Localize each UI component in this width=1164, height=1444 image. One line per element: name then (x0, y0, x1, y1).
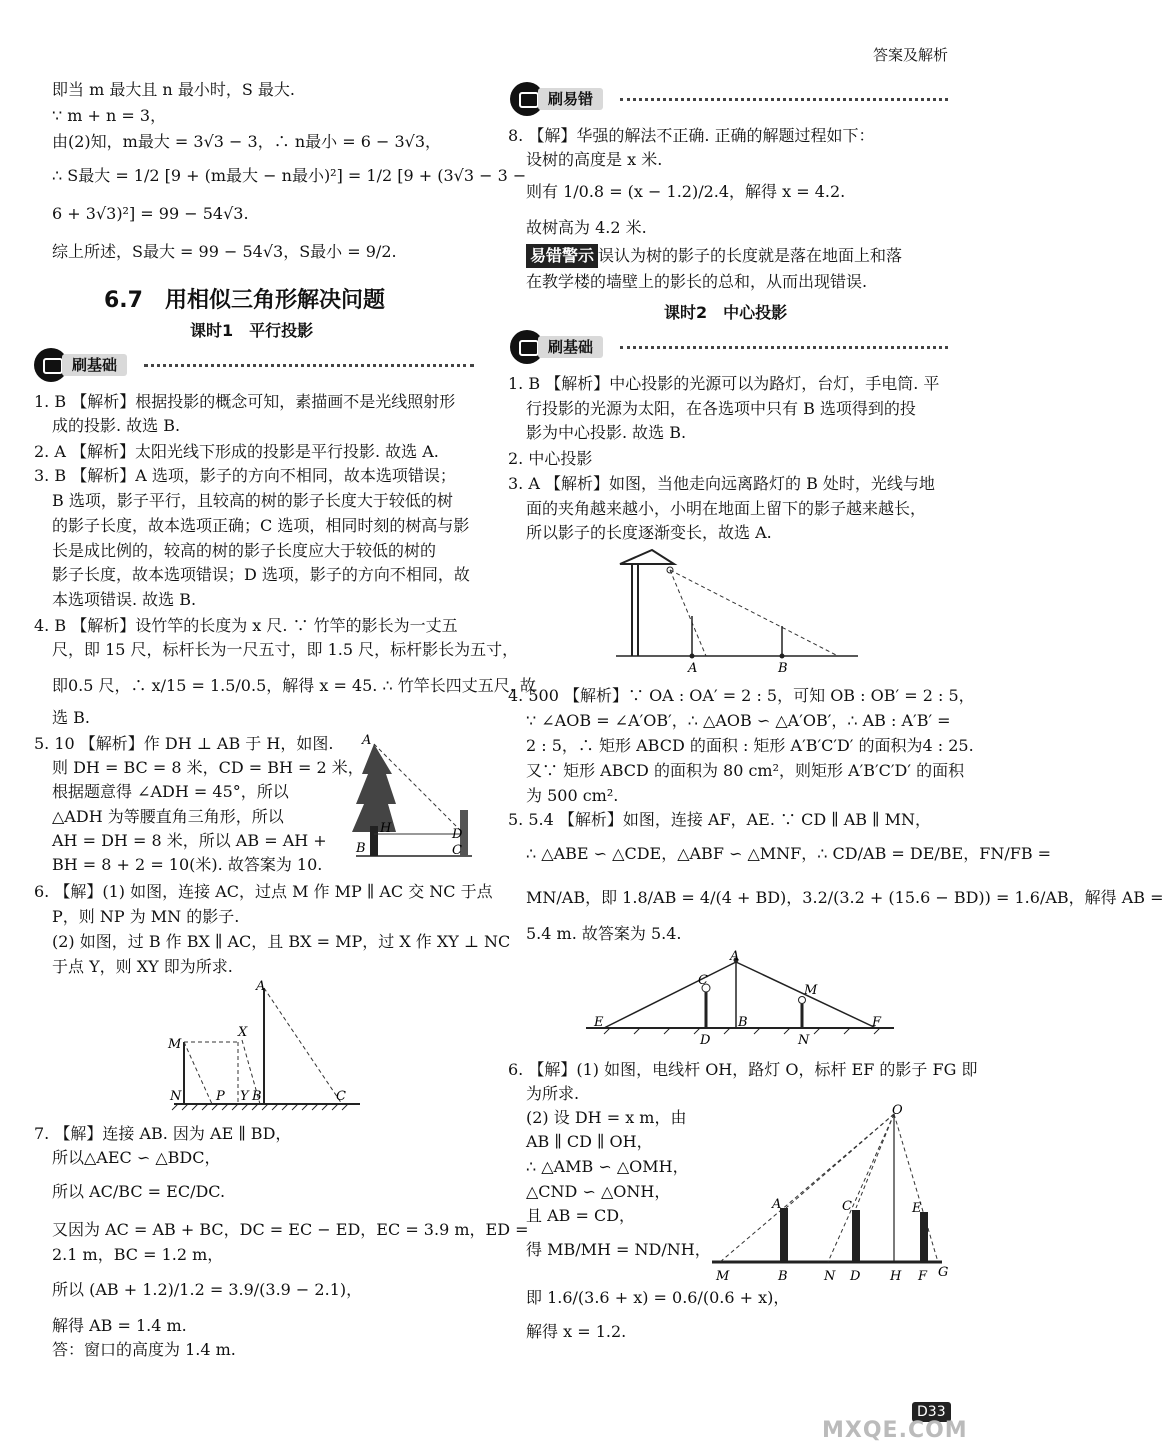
answer-line: 5.4 m. 故答案为 5.4. (526, 924, 682, 943)
poles-label-o: O (892, 1103, 903, 1118)
parallel-label-m: M (168, 1037, 182, 1052)
people-label-a: A (730, 949, 740, 964)
answer-line: 5. 10 【解析】作 DH ⊥ AB 于 H，如图. (34, 734, 334, 753)
answer-line: 故树高为 4.2 米. (526, 218, 647, 237)
answer-line: 4. 500 【解析】∵ OA : OA′ = 2 : 5，可知 OB : OB′ = 2 : 5， (508, 686, 975, 705)
warning-text: 误认为树的影子的长度就是落在地面上和落 (598, 246, 903, 265)
lamp-label-b: B (778, 661, 788, 676)
answer-line: 2.1 m，BC = 1.2 m， (52, 1245, 224, 1264)
section-label: 刷基础 (62, 354, 127, 376)
answer-line: 即 1.6/(3.6 + x) = 0.6/(0.6 + x)， (526, 1288, 790, 1307)
lesson-title: 课时1 平行投影 (190, 321, 314, 340)
answer-line: 1. B 【解析】根据投影的概念可知，素描画不是光线照射形 (34, 392, 456, 411)
lamp-label-a: A (688, 661, 698, 676)
poles-label-n: N (824, 1269, 836, 1284)
answer-line: 选 B. (52, 708, 90, 727)
answer-line: MN/AB，即 1.8/AB = 4/(4 + BD)，3.2/(3.2 + (15.6 − BD)) = 1.6/AB，解得 AB = (526, 888, 1164, 907)
answer-line: ∴ △AMB ∽ △OMH， (526, 1157, 689, 1176)
answer-line: (2) 设 DH = x m，由 (526, 1108, 687, 1127)
people-label-f: F (872, 1015, 882, 1030)
parallel-label-b: B (252, 1089, 262, 1104)
text-line: 6 + 3√3)²] = 99 − 54√3. (52, 204, 249, 223)
answer-line: B 选项，影子平行，且较高的树的影子长度大于较低的树 (52, 491, 453, 510)
people-label-c: C (698, 973, 708, 988)
answer-line: 2. 中心投影 (508, 449, 593, 468)
tree-label-a: A (362, 733, 372, 748)
warning-line (526, 244, 902, 268)
poles-label-g: G (938, 1265, 949, 1280)
lamp-people-figure (580, 950, 900, 1050)
people-label-e: E (594, 1015, 604, 1030)
parallel-label-y: Y (240, 1089, 249, 1104)
people-label-m: M (804, 983, 818, 998)
dotted-divider (144, 364, 474, 367)
tree-label-d: D (452, 827, 463, 842)
answer-line: 设树的高度是 x 米. (526, 150, 663, 169)
section-title: 6.7 用相似三角形解决问题 (104, 288, 385, 313)
answer-line: (2) 如图，过 B 作 BX ∥ AC，且 BX = MP，过 X 作 XY ⊥ NC (52, 932, 511, 951)
poles-label-h: H (890, 1269, 902, 1284)
answer-line: ∴ △ABE ∽ △CDE，△ABF ∽ △MNF，∴ CD/AB = DE/BE，FN/FB = (526, 844, 1052, 863)
answer-line: AH = DH = 8 米，所以 AB = AH + (52, 831, 327, 850)
answer-line: 又因为 AC = AB + BC，DC = EC − ED，EC = 3.9 m，ED = (52, 1220, 529, 1239)
answer-line: 4. B 【解析】设竹竿的长度为 x 尺. ∵ 竹竿的影长为一丈五 (34, 616, 458, 635)
answer-line: 所以 AC/BC = EC/DC. (52, 1182, 226, 1201)
warning-line: 在教学楼的墙壁上的影长的总和，从而出现错误. (526, 272, 868, 291)
tree-label-c: C (452, 843, 462, 858)
tree-figure (348, 734, 476, 864)
warning-badge: 易错警示 (526, 244, 598, 268)
answer-line: 为 500 cm². (526, 786, 619, 805)
parallel-label-p: P (216, 1089, 225, 1104)
answer-line: 则 DH = BC = 8 米，CD = BH = 2 米， (52, 758, 364, 777)
answer-line: 所以△AEC ∽ △BDC， (52, 1148, 221, 1167)
answer-line: 本选项错误. 故选 B. (52, 590, 197, 609)
poles-label-a: A (772, 1197, 782, 1212)
poles-label-m: M (716, 1269, 730, 1284)
answer-line: 解得 x = 1.2. (526, 1322, 627, 1341)
poles-label-c: C (842, 1199, 852, 1214)
answer-line: 于点 Y，则 XY 即为所求. (52, 957, 233, 976)
answer-line: 3. A 【解析】如图，当他走向远离路灯的 B 处时，光线与地 (508, 474, 935, 493)
answer-line: 行投影的光源为太阳，在各选项中只有 B 选项得到的投 (526, 399, 916, 418)
answer-line: P，则 NP 为 MN 的影子. (52, 907, 240, 926)
parallel-label-a: A (256, 979, 266, 994)
section-bar (510, 82, 948, 116)
tree-label-b: B (356, 841, 366, 856)
text-line: 由(2)知，m最大 = 3√3 − 3，∴ n最小 = 6 − 3√3， (52, 132, 442, 151)
answer-line: 6. 【解】(1) 如图，电线杆 OH，路灯 O，标杆 EF 的影子 FG 即 (508, 1060, 978, 1079)
answer-line: 影子长度，故本选项错误；D 选项，影子的方向不相同，故 (52, 565, 470, 584)
answer-line: 得 MB/MH = ND/NH， (526, 1240, 711, 1259)
answer-line: 1. B 【解析】中心投影的光源可以为路灯，台灯，手电筒. 平 (508, 374, 940, 393)
parallel-label-x: X (238, 1025, 248, 1040)
text-line: 综上所述，S最大 = 99 − 54√3，S最小 = 9/2. (52, 242, 397, 261)
lesson-title: 课时2 中心投影 (664, 303, 788, 322)
answer-line: 为所求. (526, 1084, 580, 1103)
text-line: 即当 m 最大且 n 最小时，S 最大. (52, 80, 295, 99)
answer-line: 成的投影. 故选 B. (52, 416, 181, 435)
section-bar (34, 348, 474, 382)
answer-line: 3. B 【解析】A 选项，影子的方向不相同，故本选项错误； (34, 466, 456, 485)
tree-label-h: H (380, 821, 392, 836)
page-header: 答案及解析 (872, 46, 948, 64)
poles-lamp-figure (706, 1104, 950, 1284)
answer-line: 尺，即 15 尺，标杆长为一尺五寸，即 1.5 尺，标杆影长为五寸， (52, 640, 519, 659)
answer-line: BH = 8 + 2 = 10(米). 故答案为 10. (52, 855, 323, 874)
answer-line: 且 AB = CD， (526, 1206, 636, 1225)
answer-line: 2. A 【解析】太阳光线下形成的投影是平行投影. 故选 A. (34, 442, 439, 461)
watermark: MXQE.COM (822, 1418, 968, 1443)
dotted-divider (620, 98, 948, 101)
parallel-label-c: C (336, 1089, 346, 1104)
answer-line: 长是成比例的，较高的树的影子长度应大于较低的树的 (52, 541, 437, 560)
section-bar (510, 330, 948, 364)
parallel-label-n: N (170, 1089, 182, 1104)
poles-label-e: E (912, 1201, 922, 1216)
answer-line: 8. 【解】华强的解法不正确. 正确的解题过程如下： (508, 126, 875, 145)
answer-line: 答：窗口的高度为 1.4 m. (52, 1340, 236, 1359)
people-label-n: N (798, 1033, 810, 1048)
street-lamp-figure (612, 544, 862, 676)
answer-line: △CND ∽ △ONH， (526, 1182, 671, 1201)
dotted-divider (620, 346, 948, 349)
section-label: 刷基础 (538, 336, 603, 358)
answer-line: 根据题意得 ∠ADH = 45°，所以 (52, 782, 289, 801)
poles-label-b: B (778, 1269, 788, 1284)
people-label-d: D (700, 1033, 711, 1048)
answer-line: 7. 【解】连接 AB. 因为 AE ∥ BD， (34, 1124, 292, 1143)
answer-line: 所以影子的长度逐渐变长，故选 A. (526, 523, 772, 542)
answer-line: 面的夹角越来越小，小明在地面上留下的影子越来越长， (526, 499, 927, 518)
answer-line: ∵ ∠AOB = ∠A′OB′，∴ △AOB ∽ △A′OB′，∴ AB : A′B′ = (526, 711, 951, 730)
parallel-projection-figure (160, 980, 370, 1112)
answer-line: 的影子长度，故本选项正确；C 选项，相同时刻的树高与影 (52, 516, 470, 535)
answer-line: 又∵ 矩形 ABCD 的面积为 80 cm²，则矩形 A′B′C′D′ 的面积 (526, 761, 965, 780)
page-number: D33 (912, 1402, 951, 1422)
answer-line: 解得 AB = 1.4 m. (52, 1316, 187, 1335)
people-label-b: B (738, 1015, 748, 1030)
answer-line: 影为中心投影. 故选 B. (526, 423, 687, 442)
answer-line: AB ∥ CD ∥ OH， (526, 1132, 653, 1151)
answer-line: 6. 【解】(1) 如图，连接 AC，过点 M 作 MP ∥ AC 交 NC 于点 (34, 882, 493, 901)
text-line: ∵ m + n = 3， (52, 106, 167, 125)
answer-line: 5. 5.4 【解析】如图，连接 AF，AE. ∵ CD ∥ AB ∥ MN， (508, 810, 932, 829)
poles-label-d: D (850, 1269, 861, 1284)
answer-line: 2 : 5，∴ 矩形 ABCD 的面积 : 矩形 A′B′C′D′ 的面积为4 : 25. (526, 736, 974, 755)
answer-line: 即0.5 尺，∴ x/15 = 1.5/0.5，解得 x = 45. ∴ 竹竿长四丈五尺. 故 (52, 676, 536, 695)
poles-label-f: F (918, 1269, 928, 1284)
text-line: ∴ S最大 = 1/2 [9 + (m最大 − n最小)²] = 1/2 [9 + (3√3 − 3 − (52, 166, 527, 185)
answer-line: △ADH 为等腰直角三角形，所以 (52, 807, 284, 826)
section-label: 刷易错 (538, 88, 603, 110)
answer-line: 则有 1/0.8 = (x − 1.2)/2.4，解得 x = 4.2. (526, 182, 846, 201)
answer-line: 所以 (AB + 1.2)/1.2 = 3.9/(3.9 − 2.1)， (52, 1280, 363, 1299)
